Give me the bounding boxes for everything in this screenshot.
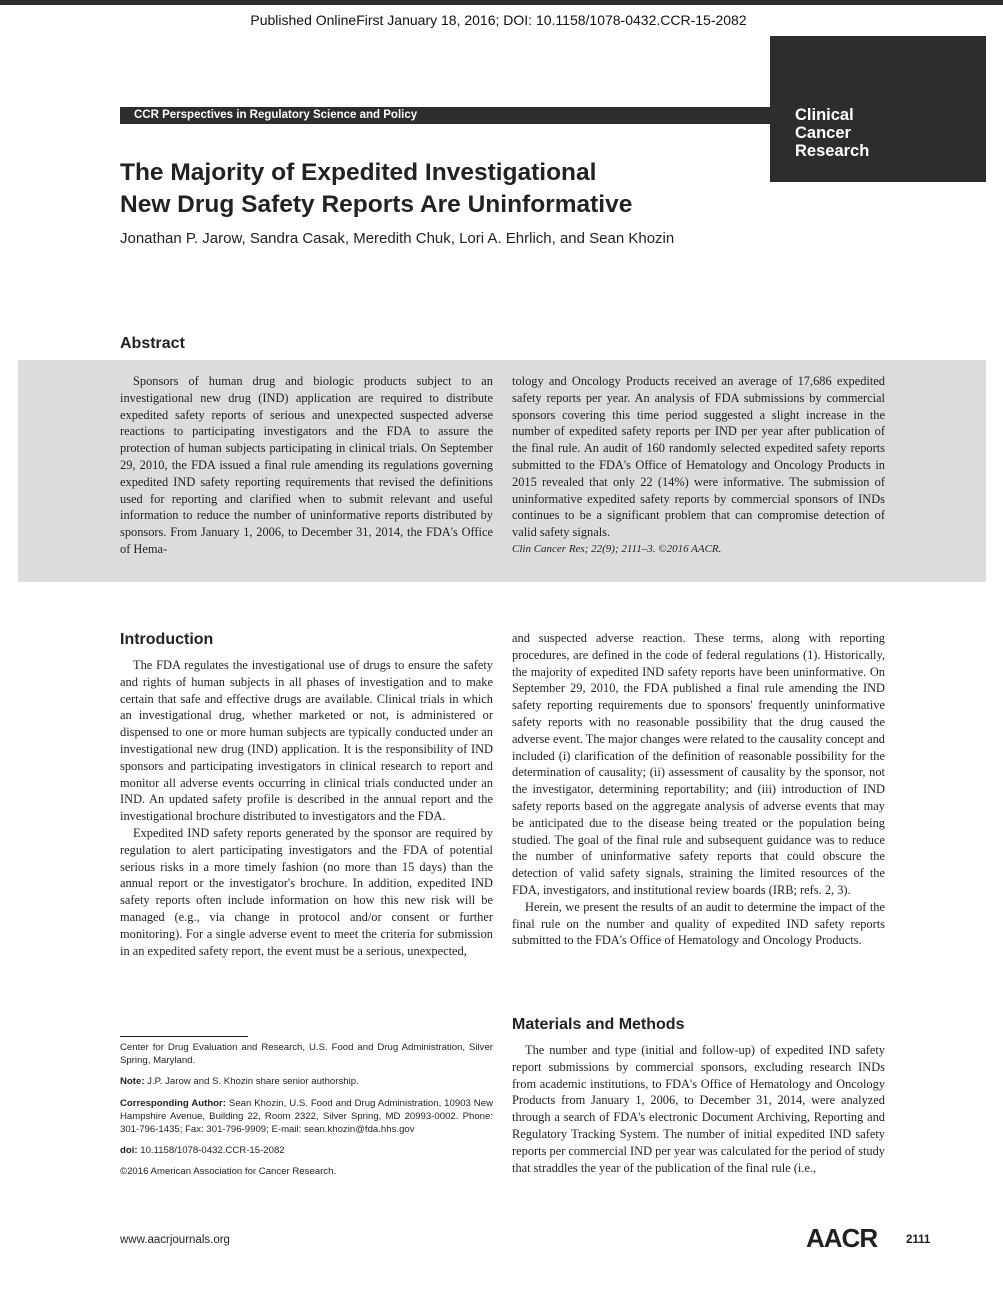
body-paragraph: and suspected adverse reaction. These terms, along with reporting procedures, are defined in the code of federal regulations (1). Historically, the majority of expedited IND safety reports have been uninformative. On September 29, 2010, the FDA published a final rule amending the IND safety reporting requirements due to sponsors' frequently uninformative safety reports with no reasonable possibility that the drug caused the adverse event. The major changes were related to the causality concept and included (i) clarification of the definition of reasonable possibility for the determination of causality; (ii) assessment of causality by the sponsor, not the investigator, determining reportability; and (iii) introduction of IND safety reports based on the aggregate analysis of adverse events that may be anticipated due to the disease being treated or the population being studied. The goal of the final rule and subsequent guidance was to reduce the number of uninformative safety reports that could obscure the detection of valid safety signals, straining the limited resources of the FDA, investigators, and institutional review boards (IRB; refs. 2, 3). bbox=[512, 631, 885, 897]
abstract-left-column bbox=[120, 373, 493, 558]
journal-brand-line: Clinical bbox=[795, 106, 854, 124]
corr-label: Corresponding Author: bbox=[120, 1097, 226, 1109]
introduction-left-column bbox=[120, 657, 493, 959]
journal-brand-box bbox=[770, 36, 986, 182]
journal-brand-line: Research bbox=[795, 142, 870, 160]
note-text: J.P. Jarow and S. Khozin share senior authorship. bbox=[144, 1076, 359, 1088]
corresponding-author-note bbox=[120, 1097, 493, 1137]
abstract-right-column bbox=[512, 373, 885, 558]
title-line: The Majority of Expedited Investigational bbox=[120, 159, 597, 186]
body-paragraph: Herein, we present the results of an audit to determine the impact of the final rule on the number and quality of expedited IND safety reports submitted to the FDA's Office of Hematology and Oncology Products. bbox=[512, 899, 885, 948]
affiliation-note: Center for Drug Evaluation and Research, U.S. Food and Drug Administration, Silver Spring, Maryland. bbox=[120, 1042, 493, 1067]
abstract-paragraph: tology and Oncology Products received an average of 17,686 expedited safety reports per year. An analysis of FDA submissions by commercial sponsors covering this time period suggested a slight increase in the number of expedited safety reports per IND per year after publication of the final rule. An audit of 160 randomly selected expedited safety reports submitted to the FDA's Office of Hematology and Oncology Products in 2015 revealed that only 22 (14%) were informative. The submission of uninformative expedited safety reports by commercial sponsors of INDs continues to be a significant problem that can compromise detection of valid safety signals. bbox=[512, 374, 885, 540]
page-number: 2111 bbox=[906, 1234, 931, 1246]
top-rule bbox=[0, 0, 1003, 5]
abstract-paragraph: Sponsors of human drug and biologic products subject to an investigational new drug (IND) application are required to distribute expedited safety reports of serious and unexpected suspected adverse reactions to participating investigators and the FDA to assure the protection of human subjects participating in clinical trials. On September 29, 2010, the FDA issued a final rule amending its regulations governing expedited IND safety reporting requirements that revised the definitions used for reporting and clarified when to submit relevant and useful information to reduce the number of uninformative reports distributed by sponsors. From January 1, 2006, to December 31, 2014, the FDA's Office of Hema- bbox=[120, 374, 493, 556]
abstract-heading: Abstract bbox=[120, 335, 185, 352]
published-online-note: Published OnlineFirst January 18, 2016; DOI: 10.1158/1078-0432.CCR-15-2082 bbox=[250, 12, 747, 28]
doi-text: 10.1158/1078-0432.CCR-15-2082 bbox=[137, 1145, 285, 1157]
aacr-logo: AACR bbox=[806, 1223, 878, 1253]
authorship-note bbox=[120, 1075, 493, 1088]
doi-note bbox=[120, 1144, 493, 1157]
corr-text: Sean Khozin, U.S. Food and Drug Administration, 10903 New Hampshire Avenue, Building 22, Room 2322, Silver Spring, MD 20993-0002. Phone: 301-796-1435; Fax: 301-796-9909; E-mail: sean.khozin@fda.hhs.gov bbox=[120, 1097, 493, 1136]
footnote-rule bbox=[120, 1036, 248, 1037]
methods-heading: Materials and Methods bbox=[512, 1016, 685, 1033]
journal-brand-line: Cancer bbox=[795, 124, 851, 142]
footnotes bbox=[120, 1041, 493, 1187]
body-paragraph: The FDA regulates the investigational use of drugs to ensure the safety and rights of human subjects in all phases of investigation and to make certain that safe and effective drugs are available. Clinical trials in which an investigational drug, whether marketed or not, is administered or dispensed to one or more human subjects are typically conducted under an investigational new drug (IND) application. It is the responsibility of IND sponsors and participating investigators in clinical research to report and monitor all adverse events occurring in clinical trials conducted under an IND. An updated safety profile is described in the annual report and the investigational brochure distributed to investigators and the FDA. bbox=[120, 658, 493, 824]
introduction-heading: Introduction bbox=[120, 631, 214, 648]
introduction-right-column bbox=[512, 630, 885, 949]
body-paragraph: The number and type (initial and follow-up) of expedited IND safety report submissions by commercial sponsors, excluding research INDs from academic institutions, to FDA's Office of Hematology and Oncology Products from January 1, 2006, to December 31, 2014, were analyzed through a search of FDA's electronic Document Archiving, Reporting and Regulatory Tracking System. The number of initial expedited IND safety reports per commercial IND per year was calculated for the period of study that straddles the year of the publication of the final rule (i.e., bbox=[512, 1043, 885, 1175]
journal-url[interactable]: www.aacrjournals.org bbox=[120, 1234, 230, 1246]
series-label: CCR Perspectives in Regulatory Science and Policy bbox=[120, 107, 786, 124]
article-title bbox=[120, 157, 760, 221]
note-label: Note: bbox=[120, 1076, 145, 1088]
author-list: Jonathan P. Jarow, Sandra Casak, Meredith Chuk, Lori A. Ehrlich, and Sean Khozin bbox=[120, 230, 675, 247]
copyright-note: ©2016 American Association for Cancer Research. bbox=[120, 1166, 337, 1178]
body-paragraph: Expedited IND safety reports generated by the sponsor are required by regulation to alert participating investigators and the FDA of potential serious risks in a more timely fashion (no more than 15 days) than the annual report or the investigator's brochure. In addition, expedited IND safety reports often include information on how this new risk will be managed (e.g., via change in protocol and/or consent or further monitoring). For a single adverse event to meet the criteria for submission in an expedited safety report, the event must be a serious, unexpected, bbox=[120, 825, 493, 958]
title-line: New Drug Safety Reports Are Uninformative bbox=[120, 191, 633, 218]
abstract-citation: Clin Cancer Res; 22(9); 2111–3. ©2016 AACR. bbox=[512, 542, 722, 555]
methods-column bbox=[512, 1042, 885, 1176]
doi-label: doi: bbox=[120, 1145, 138, 1157]
